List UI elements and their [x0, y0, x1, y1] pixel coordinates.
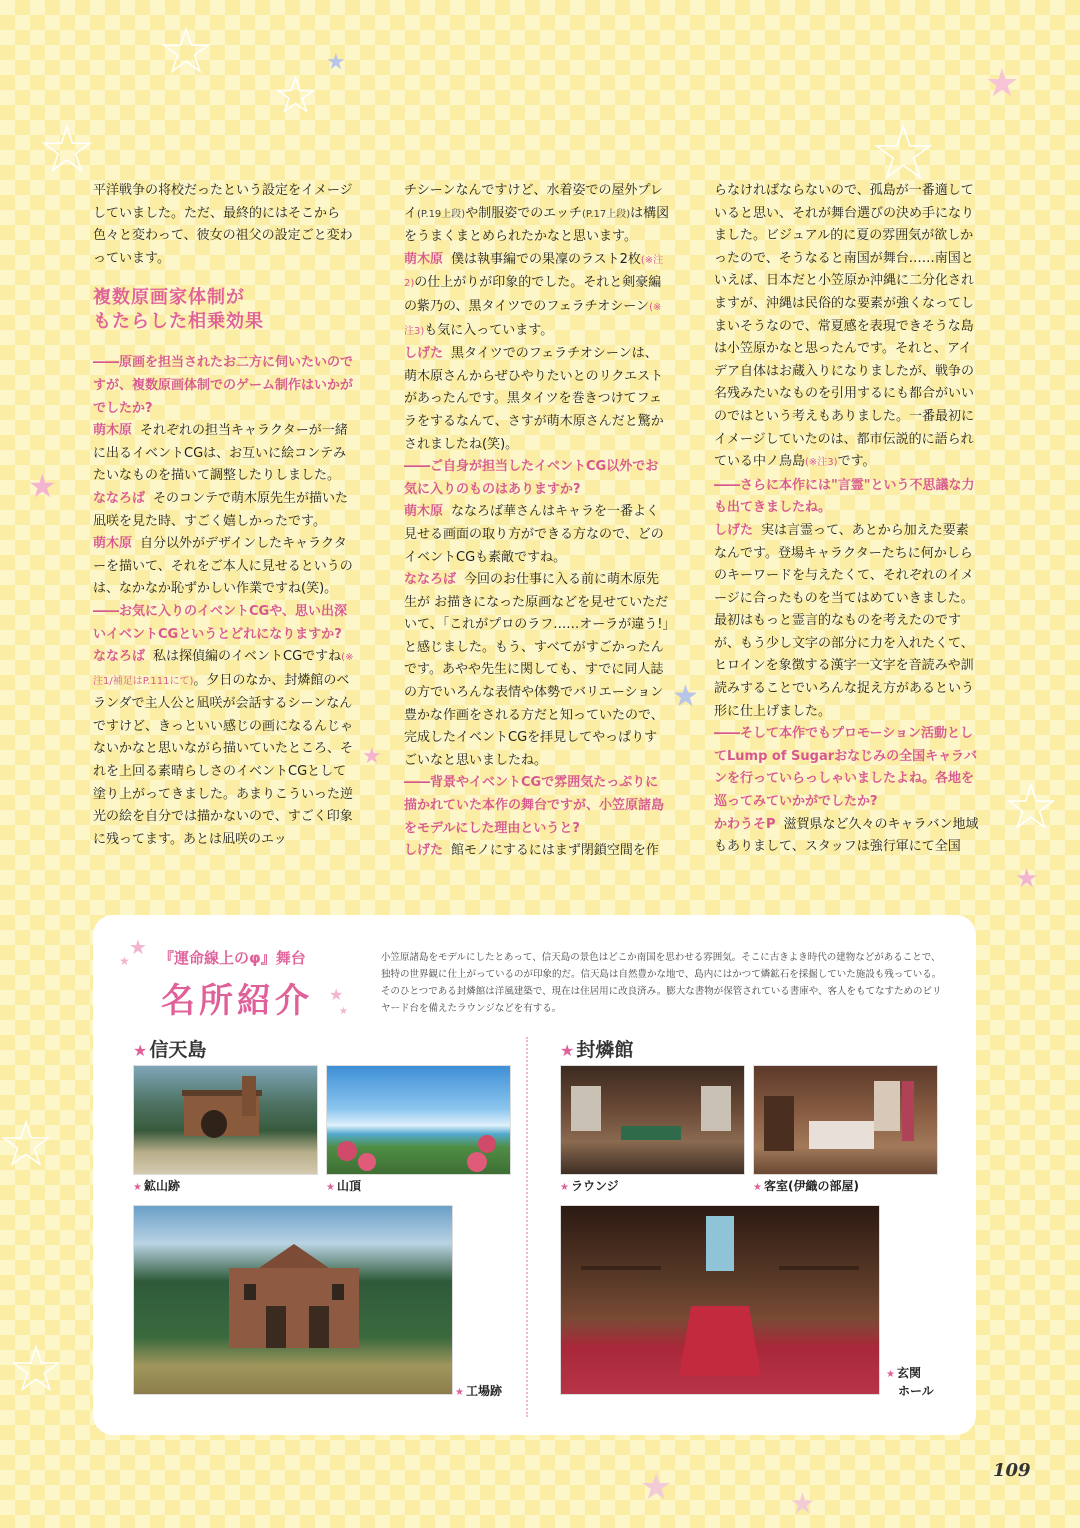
interview-answer: ななろば 今回のお仕事に入る前に萌木原先生が お描きになった原画などを見せていただいて、「これがプロのラフ……オーラが違う!」と感じました。もう、すべてがすごかったんです。あやや先生に関しても、すでに同人誌の方でいろんな表情や体勢でバリエーション豊かな作画をされる方だと知っていたので、完成したイベントCGを拝見してやっぱりすごいなと思いましたね。: [404, 572, 669, 768]
interview-answer: 萌木原 それぞれの担当キャラクターが一緒に出るイベントCGは、お互いに絵コンテみたいなものを描いて調整したりしました。: [93, 423, 348, 484]
interview-answer: 萌木原 僕は執事編での果凜のラスト2枚(※注2)の仕上がりが印象的でした。それと剣豪編の紫乃の、黒タイツでのフェラチオシーン(※注3)も気に入っています。: [404, 251, 664, 338]
speaker-name: ななろば: [93, 649, 146, 665]
locations-panel: [93, 915, 976, 1435]
star-icon: ★: [672, 679, 699, 714]
paragraph: らなければならないので、孤島が一番適していると思い、それが舞台選びの決め手になりました。ビジュアル的に夏の雰囲気が欲しかったので、そうなると南国が舞台……南国といえば、日本だと小笠原か沖縄に二分化されますが、沖縄は民俗的な要素が強くなってしまいそうなので、常夏感を表現できそうな島は小笠原かなと思ったんです。それと、アイデア自体はお蔵入りになりましたが、戦争の名残みたいなものを引用するにも都合がいいのではという考えもありました。一番最初にイメージしていたのは、都市伝説的に語られている中ノ鳥島(※注3)です。: [714, 183, 975, 470]
interview-question: ――原画を担当されたお二方に伺いたいのですが、複数原画体制でのゲーム制作はいかがでしたか?: [93, 355, 354, 416]
paragraph: チシーンなんですけど、水着姿での屋外プレイ(P.19上段)や制服姿でのエッチ(P.17上段)は構図をうまくまとめられたかなと思います。: [404, 183, 670, 245]
footnote-ref: (※注1/補足はP.111にて): [93, 652, 354, 687]
footnote-ref: (P.17上段): [581, 208, 631, 220]
star-icon: ★: [133, 1182, 142, 1193]
section-heading: 複数原画家体制が もたらした相乗効果: [93, 287, 264, 333]
footnote-ref: (※注3): [805, 457, 838, 469]
interview-answer: ななろば 私は探偵編のイベントCGですね(※注1/補足はP.111にて)。夕日のなか、封燐館のベランダで主人公と凪咲が会話するシーンなんですけど、きっといい感じの画になるんじゃないかなと思いながら描いていたところ、それを上回る素晴らしさのイベントCGとして塗り上がってきました。あまりこういった逆光の絵を自分では描かないので、すごく印象に残ってます。あとは凪咲のエッ: [93, 649, 354, 847]
speaker-name: しげた: [404, 843, 444, 859]
star-icon: ★: [455, 1387, 464, 1398]
star-icon: ★: [362, 744, 382, 769]
star-icon: ★: [985, 61, 1020, 105]
interview-answer: しげた 黒タイツでのフェラチオシーンは、萌木原さんからぜひやりたいとのリクエストがあったんです。黒タイツを巻きつけてフェラをするなんて、さすが萌木原さんだと驚かされましたね(笑)。: [404, 346, 664, 452]
photo-summit: [326, 1065, 511, 1175]
star-icon: ★: [753, 1182, 762, 1193]
star-outline-icon: ★: [275, 68, 317, 122]
interview-answer: ななろば そのコンテで萌木原先生が描いた凪咲を見た時、すごく嬉しかったです。: [93, 490, 349, 529]
interview-question: ――ご自身が担当したイベントCG以外でお気に入りのものはありますか?: [404, 459, 659, 497]
interview-answer: しげた 実は言霊って、あとから加えた要素なんです。登場キャラクターたちに何かしらのキーワードを与えたくて、それぞれのイメージに合ったものを当てはめていきました。最初はもっと霊言的なものを考えたのですが、もう少し文字の部分に力を入れたくて、ヒロインを象徴する漢字一文字を音読みや訓読みすることでいろんな捉え方があるという形に仕上げました。: [714, 522, 975, 719]
speaker-name: かわうそP: [714, 816, 776, 832]
interview-question: ――さらに本作には"言霊"という不思議な力も出てきましたね。: [714, 477, 975, 516]
star-outline-icon: ★: [40, 115, 94, 185]
caption-guest-room: ★ 客室(伊織の部屋): [753, 1179, 859, 1193]
interview-answer: かわうそP 滋賀県など久々のキャラバン地域もありまして、スタッフは強行軍にて全国: [714, 816, 979, 855]
panel-title: 名所紹介: [161, 981, 313, 1021]
interview-answer: 萌木原 自分以外がデザインしたキャラクターを描いて、それをご本人に見せるというのは、なかなか恥ずかしい作業ですね(笑)。: [93, 536, 353, 597]
star-outline-icon: ★: [10, 1335, 62, 1403]
caption-entrance-hall: ★ 玄関 ホール: [886, 1366, 934, 1398]
speaker-name: 萌木原: [404, 251, 444, 267]
footnote-ref: (※注3): [404, 301, 662, 337]
photo-entrance-hall: [560, 1205, 880, 1395]
speaker-name: しげた: [404, 346, 444, 362]
hall-illustration: [561, 1206, 879, 1394]
caption-lounge: ★ ラウンジ: [560, 1179, 619, 1193]
article-column-left: [93, 180, 359, 851]
interview-question: ――背景やイベントCGで雰囲気たっぷりに描かれていた本作の舞台ですが、小笠原諸島をモデルにした理由というと?: [404, 775, 665, 836]
paragraph: 平洋戦争の将校だったという設定をイメージしていました。ただ、最終的にはそこから色々と変わって、彼女の祖父の設定ごと変わっています。: [93, 183, 353, 266]
interview-question: ――お気に入りのイベントCGや、思い出深いイベントCGというとどれになりますか?: [93, 603, 347, 642]
star-icon: ★: [560, 1182, 569, 1193]
speaker-name: 萌木原: [93, 423, 133, 439]
panel-subtitle: 『運命線上のφ』舞台: [159, 949, 306, 967]
star-icon: ★: [886, 1369, 895, 1380]
star-icon: ★: [329, 985, 344, 1004]
interview-question: ――そして本作でもプロモーション活動としてLump of Sugarおなじみの全国キャラバンを行っていらっしゃいましたよね。各地を巡ってみていかがでしたか?: [714, 726, 978, 810]
star-icon: ★: [560, 1041, 575, 1060]
guestroom-illustration: [754, 1066, 937, 1174]
speaker-name: ななろば: [93, 490, 146, 506]
star-outline-icon: ★: [0, 1110, 52, 1178]
factory-illustration: [134, 1206, 452, 1394]
star-icon: ★: [326, 1182, 335, 1193]
flowers-illustration: [327, 1066, 510, 1174]
star-icon: ★: [326, 50, 346, 75]
speaker-name: 萌木原: [404, 504, 444, 520]
star-icon: ★: [640, 1467, 673, 1508]
star-outline-icon: ★: [160, 17, 212, 85]
star-icon: ★: [129, 935, 147, 959]
mine-illustration: [134, 1066, 317, 1174]
footnote-ref: (※注2): [404, 254, 664, 290]
footnote-ref: (P.19上段): [417, 208, 466, 220]
star-icon: ★: [28, 467, 57, 505]
photo-guest-room: [753, 1065, 938, 1175]
star-icon: ★: [1015, 864, 1039, 894]
star-outline-icon: ★: [872, 112, 935, 194]
section-title-shintenjima: ★ 信天島: [133, 1039, 207, 1061]
photo-factory-ruins: [133, 1205, 453, 1395]
star-icon: ★: [339, 1006, 348, 1017]
section-divider: [526, 1037, 528, 1417]
photo-lounge: [560, 1065, 745, 1175]
star-icon: ★: [119, 954, 130, 968]
caption-mine-ruins: ★ 鉱山跡: [133, 1179, 180, 1193]
panel-description: 小笠原諸島をモデルにしたとあって、信天島の景色はどこか南国を思わせる雰囲気。そこに古きよき時代の建物などがあることで、独特の世界観に仕上がっているのが印象的だ。信天島は自然豊かな地で、島内にはかつて燐鉱石を採掘していた施設も残っている。そのひとつである封燐館は洋風建築で、現在は住居用に改良済み。膨大な書物が保管されている書庫や、客人をもてなすためのビリヤード台を備えたラウンジなどを有する。: [381, 952, 942, 1014]
caption-factory-ruins: ★ 工場跡: [455, 1384, 502, 1398]
article-column-middle: [404, 180, 670, 863]
page-number: 109: [993, 1460, 1031, 1481]
star-outline-icon: ★: [1005, 773, 1057, 841]
speaker-name: ななろば: [404, 572, 457, 588]
section-title-fuurinkan: ★ 封燐館: [560, 1039, 634, 1061]
interview-answer: しげた 館モノにするにはまず閉鎖空間を作: [404, 843, 659, 859]
photo-mine-ruins: [133, 1065, 318, 1175]
article-column-right: [714, 180, 980, 859]
lounge-illustration: [561, 1066, 744, 1174]
speaker-name: しげた: [714, 522, 754, 538]
star-icon: ★: [133, 1041, 148, 1060]
speaker-name: 萌木原: [93, 536, 133, 552]
star-icon: ★: [790, 1487, 816, 1520]
caption-summit: ★ 山頂: [326, 1179, 361, 1193]
interview-answer: 萌木原 ななろば華さんはキャラを一番よく見せる画面の取り方ができる方なので、どのイベントCGも素敵ですね。: [404, 504, 664, 565]
